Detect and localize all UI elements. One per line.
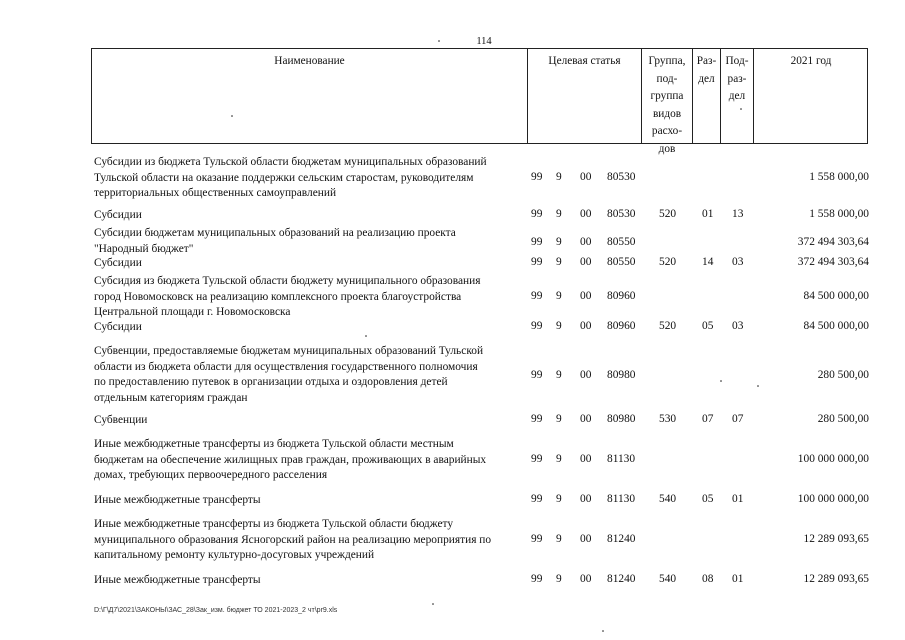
target-code-main: 00 [580, 235, 592, 248]
target-code-direction: 80980 [607, 413, 636, 425]
target-code-program: 99 [531, 208, 543, 220]
expense-group: 540 [659, 573, 677, 585]
target-code-main: 00 [580, 170, 592, 183]
target-code-direction: 81240 [607, 573, 636, 585]
target-code-main: 00 [580, 289, 592, 302]
amount-2021: 280 500,00 [817, 413, 869, 425]
table-row [94, 344, 869, 406]
target-code-main: 00 [580, 208, 592, 220]
target-code-main: 00 [580, 573, 592, 585]
table-row [94, 155, 869, 202]
expense-group: 520 [659, 320, 677, 332]
amount-2021: 372 494 303,64 [797, 235, 869, 248]
target-code-direction: 80550 [607, 235, 636, 248]
subsection-code: 03 [732, 320, 744, 332]
subsection-code: 07 [732, 413, 744, 425]
table-row [94, 573, 869, 589]
table-row [94, 413, 869, 429]
subsection-code: 13 [732, 208, 744, 220]
row-name: Иные межбюджетные трансферты из бюджета Тульской области местным бюджетам на обеспечение жилищных прав граждан, проживающих в аварийных домах, требующих первоочередного расселения [94, 438, 487, 481]
target-code-direction: 80530 [607, 170, 636, 183]
row-name: Субвенции, предоставляемые бюджетам муниципальных образований Тульской области из бюджета области для осуществления государственного полномочия по предоставлению путевок в организации отдыха и оздоровления детей отдельным категориям граждан [94, 345, 484, 404]
target-code-main: 00 [580, 320, 592, 332]
target-code-direction: 80550 [607, 256, 636, 268]
scan-speck [365, 335, 367, 337]
target-code-program: 99 [531, 289, 543, 302]
target-code-program: 99 [531, 235, 543, 248]
target-code-subprogram: 9 [556, 369, 562, 382]
amount-2021: 100 000 000,00 [797, 452, 869, 465]
amount-2021: 280 500,00 [817, 369, 869, 382]
target-code-main: 00 [580, 493, 592, 505]
amount-2021: 84 500 000,00 [803, 320, 869, 332]
header-subsection: Под- раз- дел [725, 55, 749, 103]
header-section: Раз- дел [696, 55, 717, 85]
target-code-program: 99 [531, 493, 543, 505]
amount-2021: 12 289 093,65 [803, 573, 869, 585]
amount-2021: 1 558 000,00 [809, 170, 869, 183]
table-row [94, 208, 869, 224]
target-code-subprogram: 9 [556, 170, 562, 183]
table-row [94, 517, 869, 564]
target-code-program: 99 [531, 452, 543, 465]
scan-speck [231, 115, 233, 117]
target-code-subprogram: 9 [556, 493, 562, 505]
scan-speck [438, 40, 440, 42]
target-code-program: 99 [531, 369, 543, 382]
row-name: Субсидии [94, 257, 142, 269]
table-row [94, 437, 869, 484]
scan-speck [720, 380, 722, 382]
expense-group: 520 [659, 256, 677, 268]
row-name: Субсидия из бюджета Тульской области бюджету муниципального образования город Новомосковск на реализацию комплексного проекта благоустройства Центральной площади г. Новомосковска [94, 275, 481, 318]
target-code-main: 00 [580, 452, 592, 465]
amount-2021: 100 000 000,00 [797, 493, 869, 505]
table-row [94, 320, 869, 336]
header-year: 2021 год [790, 55, 832, 67]
section-code: 05 [702, 320, 714, 332]
subsection-code: 01 [732, 493, 744, 505]
target-code-direction: 81130 [607, 452, 636, 465]
header-name: Наименование [274, 55, 345, 67]
target-code-program: 99 [531, 413, 543, 425]
target-code-program: 99 [531, 320, 543, 332]
section-code: 08 [702, 573, 714, 585]
row-name: Субвенции [94, 414, 148, 426]
target-code-main: 00 [580, 413, 592, 425]
subsection-code: 01 [732, 573, 744, 585]
target-code-main: 00 [580, 369, 592, 382]
target-code-direction: 81240 [607, 532, 636, 545]
table-header [91, 48, 868, 155]
target-code-subprogram: 9 [556, 320, 562, 332]
amount-2021: 1 558 000,00 [809, 208, 869, 220]
target-code-direction: 80960 [607, 289, 636, 302]
target-code-direction: 80980 [607, 369, 636, 382]
amount-2021: 372 494 303,64 [797, 256, 869, 268]
target-code-subprogram: 9 [556, 235, 562, 248]
section-code: 14 [702, 256, 714, 268]
subsection-code: 03 [732, 256, 744, 268]
target-code-subprogram: 9 [556, 256, 562, 268]
target-code-subprogram: 9 [556, 573, 562, 585]
row-name: Субсидии бюджетам муниципальных образований на реализацию проекта "Народный бюджет" [94, 227, 456, 255]
row-name: Субсидии [94, 209, 142, 221]
row-name: Иные межбюджетные трансферты из бюджета Тульской области бюджету муниципального образования Ясногорский район на реализацию мероприятия по капитальному ремонту культурно-досуговых учреждений [94, 518, 492, 561]
header-expense-group: Группа, под- группа видов расхо- дов [648, 55, 686, 155]
row-name: Иные межбюджетные трансферты [94, 574, 261, 586]
target-code-direction: 81130 [607, 493, 636, 505]
scan-speck [740, 108, 742, 110]
section-code: 07 [702, 413, 714, 425]
target-code-program: 99 [531, 170, 543, 183]
row-name: Субсидии [94, 321, 142, 333]
target-code-subprogram: 9 [556, 208, 562, 220]
amount-2021: 84 500 000,00 [803, 289, 869, 302]
target-code-subprogram: 9 [556, 532, 562, 545]
target-code-direction: 80530 [607, 208, 636, 220]
expense-group: 540 [659, 493, 677, 505]
row-name: Субсидии из бюджета Тульской области бюджетам муниципальных образований Тульской области на оказание поддержки сельским старостам, руководителям территориальных общественных самоуправлений [94, 156, 487, 199]
section-code: 05 [702, 493, 714, 505]
scan-speck [757, 385, 759, 387]
table-row [94, 493, 869, 509]
page-number: 114 [476, 36, 492, 47]
section-code: 01 [702, 208, 714, 220]
table-row [94, 256, 869, 272]
target-code-subprogram: 9 [556, 289, 562, 302]
header-target-article: Целевая статья [548, 55, 621, 67]
target-code-program: 99 [531, 532, 543, 545]
amount-2021: 12 289 093,65 [803, 532, 869, 545]
table-row [94, 226, 869, 257]
target-code-main: 00 [580, 532, 592, 545]
target-code-subprogram: 9 [556, 452, 562, 465]
target-code-direction: 80960 [607, 320, 636, 332]
target-code-subprogram: 9 [556, 413, 562, 425]
target-code-program: 99 [531, 573, 543, 585]
target-code-program: 99 [531, 256, 543, 268]
expense-group: 530 [659, 413, 677, 425]
file-path-footer: D:\Г\Д7\2021\ЗАКОНЫ\ЗАС_28\Зак_изм. бюджет ТО 2021-2023_2 чт\pr9.xls [94, 607, 338, 614]
expense-group: 520 [659, 208, 677, 220]
table-row [94, 274, 869, 321]
scan-speck [432, 603, 434, 605]
scan-speck [602, 630, 604, 632]
row-name: Иные межбюджетные трансферты [94, 494, 261, 506]
target-code-main: 00 [580, 256, 592, 268]
